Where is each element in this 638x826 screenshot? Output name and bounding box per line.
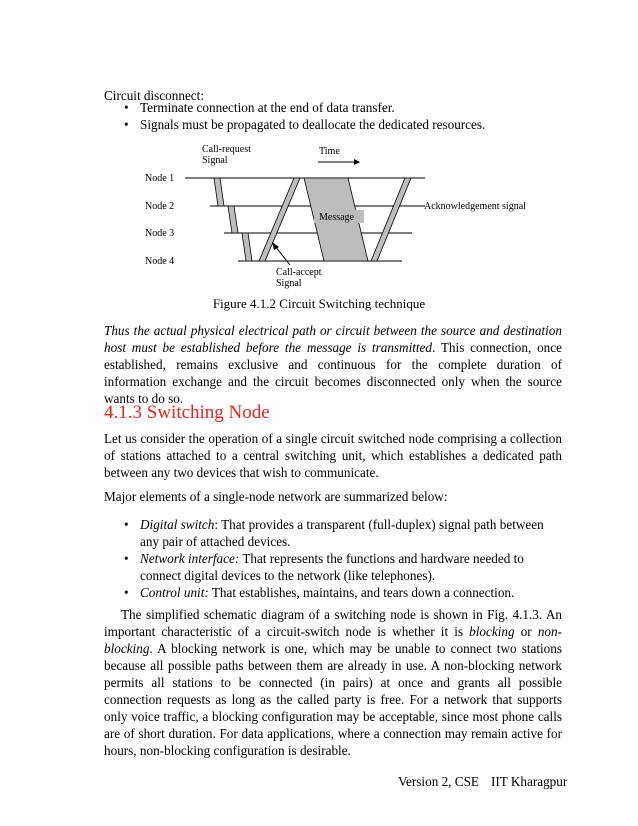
paragraph-blocking: The simplified schematic diagram of a switching node is shown in Fig. 4.1.3. An important characteristic of a circuit-switch node is whether it is blocking or non-blocking. A blocking network is one, which may be unable to connect two stations because all possible paths between them are already in use. A non-blocking network permits all stations to be connected (in pairs) at once and grants all possible connection requests as long as the called party is free. For a network that supports only voice traffic, a blocking configuration may be acceptable, since most phone calls are of short duration. For data applications, where a connection may remain active for hours, non-blocking configuration is desirable. bbox=[104, 607, 562, 758]
list-item: • Signals must be propagated to deallocate the dedicated resources. bbox=[122, 116, 582, 133]
figure-caption: Figure 4.1.2 Circuit Switching technique bbox=[212, 296, 426, 311]
call-request-step-2 bbox=[228, 206, 238, 233]
term: Control unit: bbox=[140, 585, 209, 600]
call-request-label-line2: Signal bbox=[202, 155, 228, 166]
list-item: • Terminate connection at the end of data transfer. bbox=[122, 99, 582, 116]
node1-label: Node 1 bbox=[145, 173, 175, 184]
page-footer bbox=[398, 773, 567, 790]
time-label: Time bbox=[319, 146, 340, 157]
paragraph-major-elements: Major elements of a single-node network are summarized below: bbox=[104, 489, 448, 504]
term: Digital switch bbox=[140, 517, 215, 532]
acknowledgement-label: Acknowledgement signal bbox=[424, 201, 526, 212]
list-item-digital-switch: • Digital switch: That provides a transparent (full-duplex) signal path between any pair of attached devices. bbox=[122, 516, 562, 550]
node2-label: Node 2 bbox=[145, 201, 175, 212]
node3-label: Node 3 bbox=[145, 228, 175, 239]
description: That establishes, maintains, and tears down a connection. bbox=[211, 585, 515, 600]
call-accept-label-line1: Call-accept bbox=[276, 267, 322, 278]
list-item-network-interface bbox=[122, 550, 562, 584]
description: That provides a transparent (full-duplex) signal path between any pair of attached devices. bbox=[140, 517, 544, 549]
footer-institute: IIT Kharagpur bbox=[490, 774, 568, 789]
description: That represents the functions and hardware needed to connect digital devices to the network (like telephones). bbox=[140, 551, 524, 583]
disconnect-list bbox=[122, 99, 582, 133]
term: Network interface: bbox=[140, 551, 240, 566]
call-request-step-1 bbox=[214, 178, 224, 206]
paragraph-text: . This connection, once established, remains exclusive and continuous for the complete duration of information exchange and the circuit becomes disconnected only when the source wants to do so. bbox=[104, 340, 562, 406]
footer-version: Version 2, CSE bbox=[398, 774, 479, 789]
paragraph-switching-node: Let us consider the operation of a single circuit switched node comprising a collection of stations attached to a central switching unit, which establishes a dedicated path between any two devices that wish to communicate. bbox=[104, 431, 562, 480]
node4-label: Node 4 bbox=[145, 256, 175, 267]
acknowledgement-signal bbox=[371, 178, 411, 261]
call-accept-pointer bbox=[272, 242, 290, 265]
call-request-step-3 bbox=[242, 233, 252, 261]
paragraph-circuit-path bbox=[104, 322, 562, 407]
message-label: Message bbox=[319, 212, 354, 223]
elements-list bbox=[122, 516, 562, 601]
call-accept-label-line2: Signal bbox=[276, 278, 302, 289]
section-heading: 4.1.3 Switching Node bbox=[104, 402, 270, 423]
list-item-control-unit bbox=[122, 584, 562, 601]
call-request-label-line1: Call-request bbox=[202, 144, 251, 155]
emphasis-text: Thus the actual physical electrical path or circuit between the source and destination host must be established before the message is transmitted bbox=[104, 323, 562, 355]
time-arrow bbox=[318, 159, 360, 165]
circuit-switching-diagram bbox=[0, 140, 638, 292]
circuit-disconnect-heading: Circuit disconnect: bbox=[104, 88, 204, 103]
call-accept-signal bbox=[259, 178, 300, 261]
